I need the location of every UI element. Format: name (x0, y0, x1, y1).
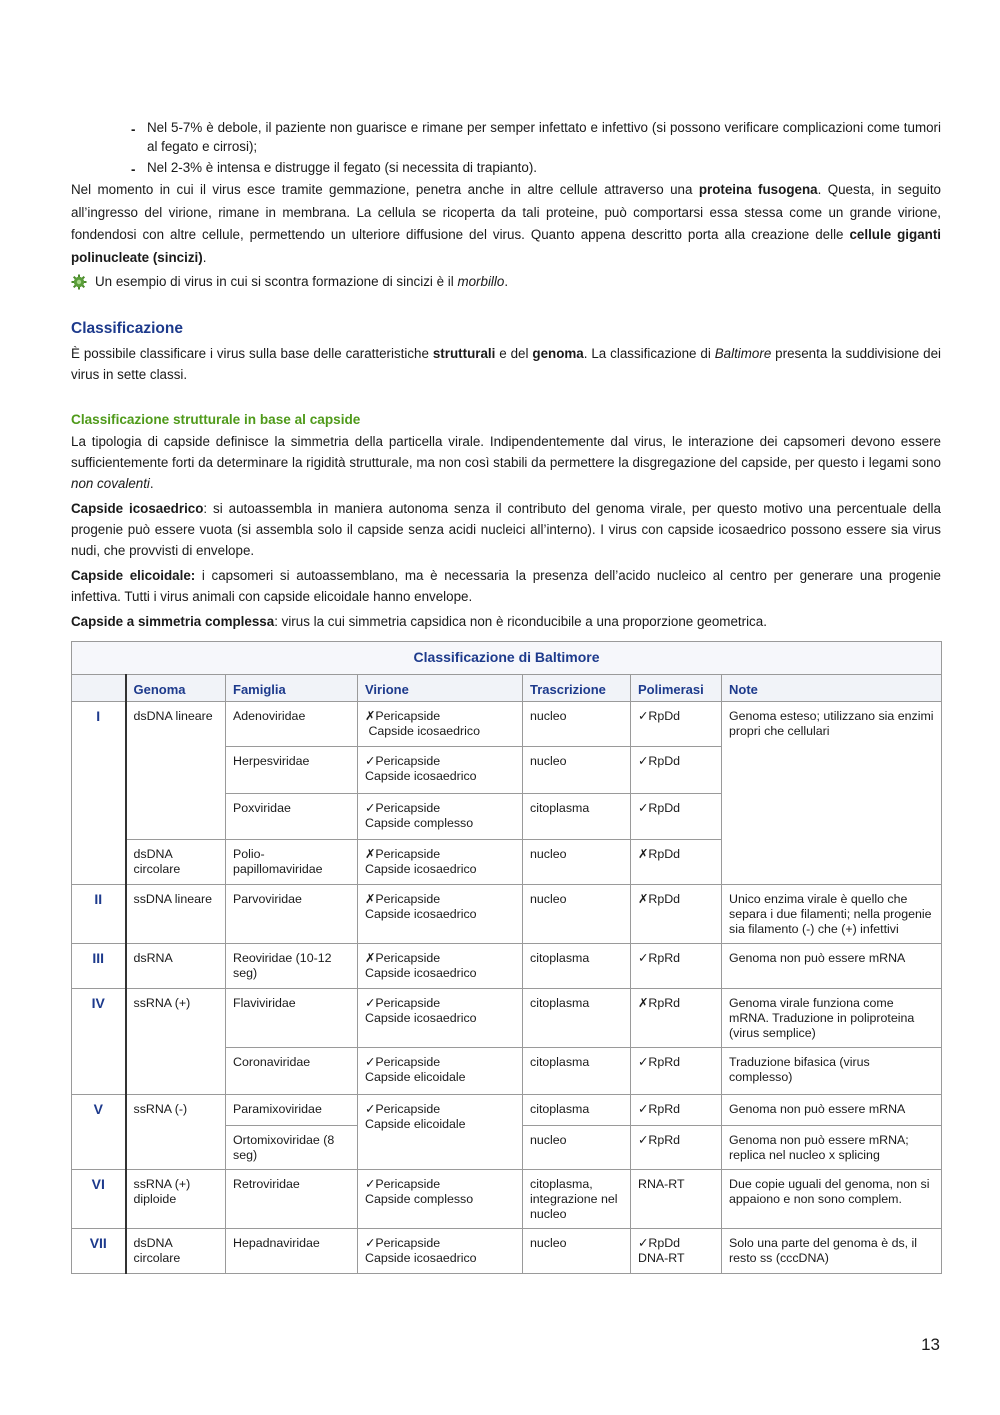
genome-cell: dsDNA circolare (126, 840, 226, 885)
transcription-cell: nucleo (523, 747, 631, 794)
table-row (72, 944, 942, 989)
note-cell: Genoma non può essere mRNA (722, 944, 942, 989)
transcription-cell: citoplasma (523, 944, 631, 989)
virion-cell: ✓Pericapside Capside icosaedrico (358, 1229, 523, 1274)
transcription-cell: nucleo (523, 1126, 631, 1170)
virion-cell: ✓Pericapside Capside icosaedrico (358, 747, 523, 794)
genome-cell: ssDNA lineare (126, 885, 226, 944)
page-number: 13 (921, 1335, 940, 1354)
table-row (72, 989, 942, 1048)
virion-cell: ✓Pericapside Capside elicoidale (358, 1048, 523, 1095)
genome-cell: ssRNA (+) diploide (126, 1170, 226, 1229)
polymerase-cell: ✓RpRd (631, 1048, 722, 1095)
table-header-row (72, 675, 942, 702)
class-number: VI (72, 1170, 126, 1229)
polymerase-cell: ✓RpDd (631, 747, 722, 794)
column-header: Famiglia (226, 675, 358, 702)
family-cell: Ortomixoviridae (8 seg) (226, 1126, 358, 1170)
family-cell: Adenoviridae (226, 702, 358, 747)
polymerase-cell: ✗RpRd (631, 989, 722, 1048)
polymerase-cell: ✓RpDd (631, 794, 722, 840)
genome-cell: dsRNA (126, 944, 226, 989)
polymerase-cell: ✓RpRd (631, 944, 722, 989)
baltimore-table (71, 641, 942, 1274)
polymerase-cell: ✓RpRd (631, 1095, 722, 1126)
family-cell: Retroviridae (226, 1170, 358, 1229)
virion-cell: ✗Pericapside Capside icosaedrico (358, 944, 523, 989)
genome-cell: ssRNA (+) (126, 989, 226, 1095)
transcription-cell: nucleo (523, 1229, 631, 1274)
column-header: Trascrizione (523, 675, 631, 702)
family-cell: Reoviridae (10-12 seg) (226, 944, 358, 989)
class-number: VII (72, 1229, 126, 1274)
genome-cell: ssRNA (-) (126, 1095, 226, 1170)
column-header: Polimerasi (631, 675, 722, 702)
genome-cell: dsDNA circolare (126, 1229, 226, 1274)
note-cell: Genoma esteso; utilizzano sia enzimi propri che cellulari (722, 702, 942, 885)
transcription-cell: nucleo (523, 885, 631, 944)
virion-cell: ✗Pericapside Capside icosaedrico (358, 885, 523, 944)
family-cell: Hepadnaviridae (226, 1229, 358, 1274)
class-number: V (72, 1095, 126, 1170)
virion-cell: ✗Pericapside Capside icosaedrico (358, 702, 523, 747)
polymerase-cell: RNA-RT (631, 1170, 722, 1229)
paragraph-fusogena: Nel momento in cui il virus esce tramite gemmazione, penetra anche in altre cellule attraverso una proteina fusogena. Questa, in seguito all’ingresso del virione, rimane in membrana. La cellula se ricoperta da tali proteine, può comportarsi essa stessa come un grande virione, fondendosi con altre cellule, permettendo un ulteriore diffusione del virus. Quanto appena descritto porta alla creazione delle cellule giganti polinucleate (sincizi). (71, 182, 941, 265)
bullet-list (71, 118, 941, 177)
virion-cell: ✓Pericapside Capside complesso (358, 1170, 523, 1229)
note-cell: Solo una parte del genoma è ds, il resto ss (cccDNA) (722, 1229, 942, 1274)
transcription-cell: citoplasma (523, 989, 631, 1048)
table-row (72, 702, 942, 747)
column-header: Note (722, 675, 942, 702)
document-body (71, 118, 941, 632)
paragraph-classificazione: È possibile classificare i virus sulla base delle caratteristiche strutturali e del genoma. La classificazione di Baltimore presenta la suddivisione dei virus in sette classi. (71, 346, 941, 382)
class-number: III (72, 944, 126, 989)
family-cell: Parvoviridae (226, 885, 358, 944)
virion-cell: ✓Pericapside Capside elicoidale (358, 1095, 523, 1170)
note-cell: Due copie uguali del genoma, non si appaiono e non sono complem. (722, 1170, 942, 1229)
subsection-heading: Classificazione strutturale in base al capside (71, 412, 361, 427)
table-title: Classificazione di Baltimore (72, 642, 942, 675)
family-cell: Paramixoviridae (226, 1095, 358, 1126)
example-note: Un esempio di virus in cui si scontra formazione di sincizi è il morbillo. (71, 271, 941, 292)
table-row (72, 1170, 942, 1229)
polymerase-cell: ✗RpDd (631, 885, 722, 944)
class-number: II (72, 885, 126, 944)
transcription-cell: citoplasma (523, 1095, 631, 1126)
list-item: - Nel 2-3% è intensa e distrugge il fegato (si necessita di trapianto). (131, 160, 538, 177)
note-cell: Genoma non può essere mRNA (722, 1095, 942, 1126)
list-item: - Nel 5-7% è debole, il paziente non guarisce e rimane per semper infettato e infettivo (si possono verificare complicazioni come tumori al fegato e cirrosi); (131, 120, 941, 154)
family-cell: Flaviviridae (226, 989, 358, 1048)
paragraph-icosaedrico: Capside icosaedrico: si autoassembla in maniera autonoma senza il contributo del genoma virale, per questo motivo una percentuale della progenie può essere vuota (si assembla solo il capside senza acidi nucleici all’interno). I virus con capside icosaedrico possono essere sia virus nudi, che provvisti di envelope. (71, 501, 941, 558)
family-cell: Herpesviridae (226, 747, 358, 794)
column-header (72, 675, 126, 702)
transcription-cell: citoplasma (523, 794, 631, 840)
transcription-cell: nucleo (523, 840, 631, 885)
family-cell: Coronaviridae (226, 1048, 358, 1095)
polymerase-cell: ✓RpRd (631, 1126, 722, 1170)
table-row (72, 1229, 942, 1274)
polymerase-cell: ✓RpDd DNA-RT (631, 1229, 722, 1274)
transcription-cell: citoplasma (523, 1048, 631, 1095)
paragraph-intro: La tipologia di capside definisce la simmetria della particella virale. Indipendentemente dal virus, le interazione dei capsomeri devono essere sufficientemente forti da determinare la rigidità strutturale, ma non così stabili da permettere la disgregazione del capside, per questo i legami sono non covalenti. (71, 434, 941, 491)
family-cell: Poxviridae (226, 794, 358, 840)
note-cell: Genoma non può essere mRNA; replica nel nucleo x splicing (722, 1126, 942, 1170)
transcription-cell: citoplasma, integrazione nel nucleo (523, 1170, 631, 1229)
genome-cell: dsDNA lineare (126, 702, 226, 840)
paragraph-elicoidale: Capside elicoidale: i capsomeri si autoassemblano, ma è necessaria la presenza dell’acido nucleico al centro per generare una progenie infettiva. Tutti i virus animali con capside elicoidale hanno envelope. (71, 568, 941, 604)
virion-cell: ✓Pericapside Capside complesso (358, 794, 523, 840)
dash-icon: - (131, 162, 136, 177)
dash-icon: - (131, 122, 136, 137)
virion-cell: ✗Pericapside Capside icosaedrico (358, 840, 523, 885)
paragraph-complessa: Capside a simmetria complessa: virus la cui simmetria capsidica non è riconducibile a una proporzione geometrica. (71, 614, 767, 629)
virion-cell: ✓Pericapside Capside icosaedrico (358, 989, 523, 1048)
class-number: I (72, 702, 126, 885)
family-cell: Polio-papillomaviridae (226, 840, 358, 885)
class-number: IV (72, 989, 126, 1095)
column-header: Genoma (126, 675, 226, 702)
table-row (72, 885, 942, 944)
virus-gear-icon (71, 274, 87, 290)
polymerase-cell: ✓RpDd (631, 702, 722, 747)
section-heading: Classificazione (71, 320, 183, 337)
note-cell: Unico enzima virale è quello che separa i due filamenti; nella progenie sia filamento (-) che (+) infettivi (722, 885, 942, 944)
note-cell: Genoma virale funziona come mRNA. Traduzione in poliproteina (virus semplice) (722, 989, 942, 1048)
transcription-cell: nucleo (523, 702, 631, 747)
polymerase-cell: ✗RpDd (631, 840, 722, 885)
table-row (72, 1095, 942, 1126)
note-cell: Traduzione bifasica (virus complesso) (722, 1048, 942, 1095)
column-header: Virione (358, 675, 523, 702)
